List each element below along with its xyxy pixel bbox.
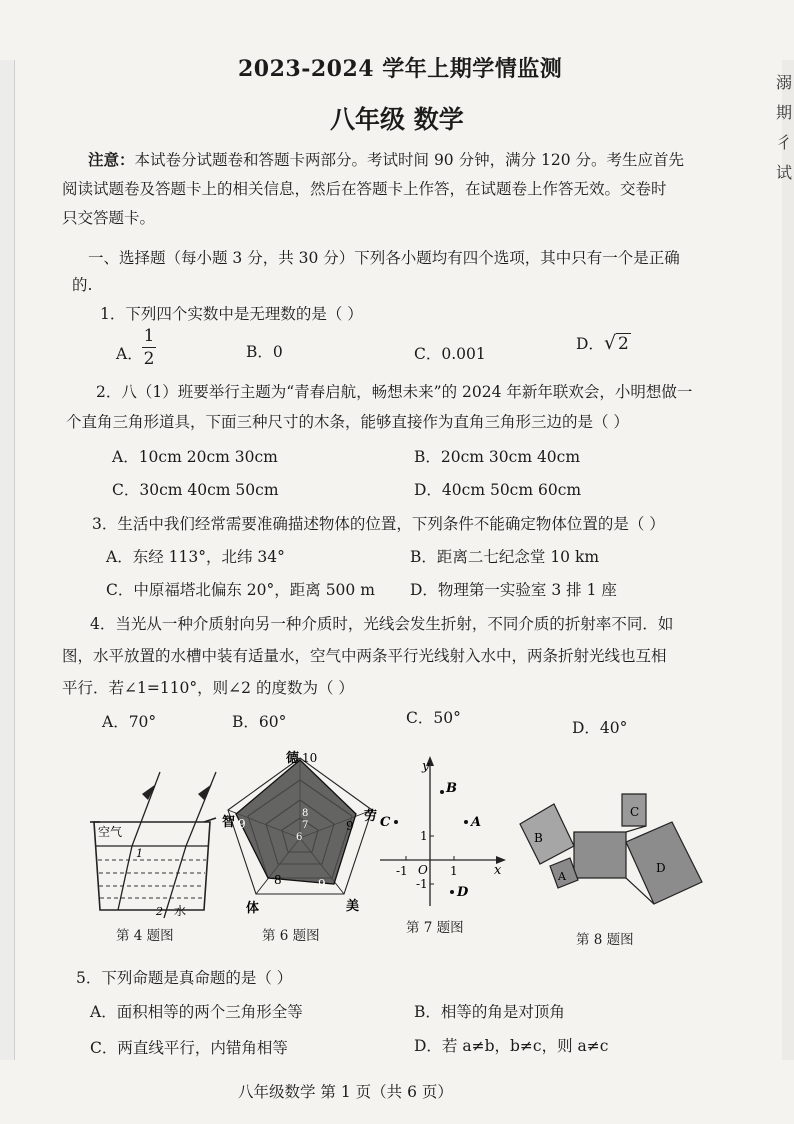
- q5-stem: 5．下列命题是真命题的是（ ）: [76, 969, 293, 987]
- radar-label-ti: 体: [246, 901, 260, 916]
- radar-data-area: [236, 760, 356, 884]
- figure-6-caption: 第 6 题图: [262, 928, 320, 944]
- q1-stem: 1．下列四个实数中是无理数的是（ ）: [100, 305, 363, 323]
- notice-text: 本试卷分试题卷和答题卡两部分。考试时间 90 分钟，满分 120 分。考生应首先: [134, 151, 685, 169]
- radar-label-de: 德: [286, 751, 300, 766]
- origin-label: O: [418, 863, 428, 877]
- q1-option-a-fraction: [142, 326, 156, 369]
- q2-option-a: A．10cm 20cm 30cm: [112, 448, 278, 466]
- q4-line-3: 平行．若∠1=110°，则∠2 的度数为（ ）: [62, 679, 354, 697]
- q4-option-b: B．60°: [232, 713, 287, 731]
- q3-option-d: D．物理第一实验室 3 排 1 座: [410, 581, 617, 599]
- figure-6-radar: [222, 748, 382, 918]
- radar-scale-6: 6: [296, 832, 303, 843]
- angle-1-label: 1: [136, 847, 143, 860]
- q2-option-d: D．40cm 50cm 60cm: [414, 481, 582, 499]
- square-a-label: A: [558, 870, 566, 883]
- exam-title: 2023-2024 学年上期学情监测: [238, 56, 563, 82]
- figure-7-coordinate-plane: [372, 752, 512, 912]
- x-axis-label: x: [494, 863, 502, 878]
- air-label: 空气: [98, 825, 123, 839]
- point-d: [450, 890, 454, 894]
- point-c-label: C: [380, 815, 391, 830]
- q2-option-b: B．20cm 30cm 40cm: [414, 448, 581, 466]
- q4-line-1: 4．当光从一种介质射向另一种介质时，光线会发生折射，不同介质的折射率不同．如: [90, 615, 674, 633]
- edge-char: 溺: [775, 73, 792, 92]
- radar-label-zhi: 智: [222, 815, 236, 830]
- figure-8-caption: 第 8 题图: [576, 932, 634, 948]
- edge-char: 试: [775, 163, 792, 182]
- q3-option-c: C．中原福塔北偏东 20°，距离 500 m: [106, 581, 375, 599]
- q4-option-a: A．70°: [102, 713, 157, 731]
- section-heading-cont: 的.: [72, 276, 93, 294]
- radar-value-de: 10: [302, 751, 318, 765]
- radar-value-zhi: 9: [238, 817, 246, 831]
- figure-4-caption: 第 4 题图: [116, 928, 174, 944]
- q4-line-2: 图，水平放置的水槽中装有适量水，空气中两条平行光线射入水中，两条折射光线也互相: [62, 647, 667, 665]
- x-tick-neg1: -1: [396, 864, 408, 878]
- figure-4-diagram: [86, 770, 226, 920]
- notice-line-1: [88, 148, 684, 170]
- radar-scale-8: 8: [302, 808, 309, 819]
- q5-option-a: A．面积相等的两个三角形全等: [90, 1003, 303, 1021]
- radar-scale-7: 7: [302, 820, 309, 831]
- q2-option-c: C．30cm 40cm 50cm: [112, 481, 279, 499]
- refracted-ray-1: [118, 846, 132, 910]
- exam-subtitle: 八年级 数学: [330, 105, 464, 134]
- incident-ray-1: [132, 772, 160, 846]
- point-b: [440, 790, 444, 794]
- figure-8-squares: [514, 788, 714, 918]
- fraction-numerator: 1: [143, 326, 155, 346]
- q5-option-d: D．若 a≠b，b≠c，则 a≠c: [414, 1037, 609, 1055]
- point-d-label: D: [457, 885, 469, 900]
- q4-option-c: C．50°: [406, 709, 461, 727]
- q1-option-a-label: A．: [116, 345, 143, 363]
- q5-option-c: C．两直线平行，内错角相等: [90, 1039, 288, 1057]
- section-heading: 一、选择题（每小题 3 分，共 30 分）下列各小题均有四个选项，其中只有一个是正确: [88, 249, 680, 267]
- square-d-label: D: [656, 861, 666, 875]
- radar-value-lao: 9: [346, 819, 354, 833]
- q1-option-d: [576, 332, 631, 354]
- q3-option-b: B．距离二七纪念堂 10 km: [410, 548, 600, 566]
- angle-2-label: 2: [156, 905, 163, 918]
- point-b-label: B: [446, 781, 457, 796]
- x-tick-1: 1: [450, 864, 458, 878]
- edge-char: 期: [775, 103, 792, 122]
- radicand: 2: [618, 334, 629, 354]
- page-footer: 八年级数学 第 1 页（共 6 页）: [238, 1083, 453, 1101]
- notice-line-2: 阅读试题卷及答题卡上的相关信息，然后在答题卡上作答，在试题卷上作答无效。交卷时: [62, 180, 667, 198]
- page-left-edge: [0, 60, 15, 1060]
- figure-7-caption: 第 7 题图: [406, 920, 464, 936]
- water-dashes: [98, 860, 206, 898]
- y-tick-1: 1: [420, 829, 428, 843]
- radar-value-ti: 8: [274, 873, 282, 887]
- radar-value-mei: 9: [318, 877, 326, 891]
- notice-label: 注意：: [88, 150, 135, 169]
- notice-line-3: 只交答题卡。: [62, 209, 156, 227]
- q3-stem: 3．生活中我们经常需要准确描述物体的位置，下列条件不能确定物体位置的是（ ）: [92, 515, 665, 533]
- edge-char: 彳: [775, 133, 792, 152]
- q5-option-b: B．相等的角是对顶角: [414, 1003, 565, 1021]
- q2-line-1: 2．八（1）班要举行主题为“青春启航，畅想未来”的 2024 年新年联欢会，小明想做一: [96, 383, 693, 401]
- point-c: [394, 820, 398, 824]
- y-axis-label: y: [422, 759, 430, 774]
- radar-label-mei: 美: [346, 899, 360, 914]
- square-b: [520, 804, 574, 864]
- square-c-label: C: [630, 805, 640, 819]
- square-b-label: B: [534, 831, 543, 845]
- center-square: [574, 832, 626, 878]
- q1-option-b: B．0: [246, 343, 283, 361]
- radar-label-lao: 劳: [364, 809, 378, 824]
- q1-option-d-label: D．: [576, 335, 604, 353]
- point-a: [464, 820, 468, 824]
- page-right-edge: [775, 60, 794, 1060]
- q1-option-c: C．0.001: [414, 345, 486, 363]
- q3-option-a: A．东经 113°，北纬 34°: [106, 548, 285, 566]
- water-label: 水: [174, 904, 187, 918]
- y-tick-neg1: -1: [416, 877, 428, 891]
- q4-option-d: D．40°: [572, 719, 628, 737]
- q2-line-2: 个直角三角形道具，下面三种尺寸的木条，能够直接作为直角三角形三边的是（ ）: [66, 413, 629, 431]
- incident-ray-2: [186, 772, 216, 846]
- point-a-label: A: [471, 815, 482, 830]
- sqrt-icon: √: [603, 332, 617, 354]
- fraction-denominator: 2: [143, 349, 155, 369]
